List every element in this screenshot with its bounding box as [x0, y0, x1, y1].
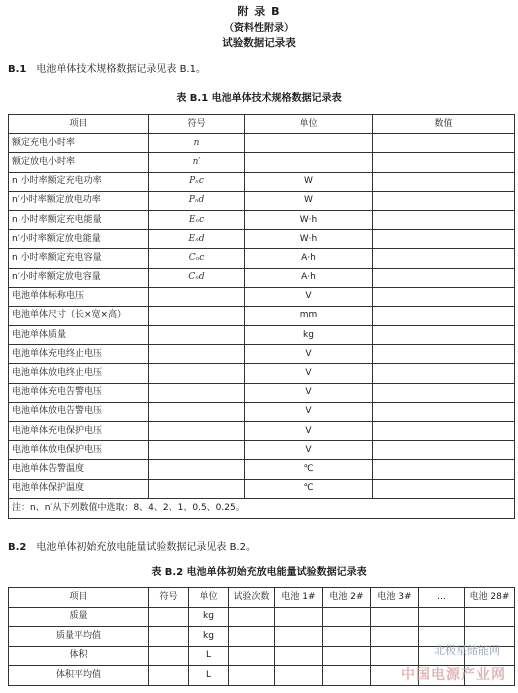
table-b2-row — [9, 607, 515, 627]
table-b1-row — [9, 479, 515, 498]
table-b1-cell-symbol — [149, 460, 245, 479]
table-b2-cell-symbol — [149, 607, 189, 627]
section-b2-number: B.2 — [8, 542, 27, 553]
table-b2-cell-item: 体积平均值 — [9, 666, 149, 686]
table-b2-cell-blank — [275, 666, 323, 686]
table-b1-cell-symbol — [149, 422, 245, 441]
table-b1-cell-item: 电池单体充电终止电压 — [9, 345, 149, 364]
table-b1-cell-symbol: Cₙd — [149, 268, 245, 287]
table-b2-caption: 表 B.2 电池单体初始充放电能量试验数据记录表 — [151, 567, 367, 578]
table-b1-cell-unit: V — [245, 364, 373, 383]
table-b1-cell-value — [373, 134, 515, 153]
table-b1-cell-symbol: Eₙc — [149, 210, 245, 229]
table-b1-cell-value — [373, 287, 515, 306]
table-b1-row — [9, 172, 515, 191]
table-b2-cell-blank — [275, 607, 323, 627]
table-b1-row — [9, 210, 515, 229]
table-b1-header-unit: 单位 — [245, 115, 373, 134]
table-b1-cell-unit: mm — [245, 306, 373, 325]
table-b1-cell-unit: V — [245, 402, 373, 421]
table-b1-note: 注：n、n′从下列数值中选取：8、4、2、1、0.5、0.25。 — [9, 498, 515, 518]
table-b1-cell-unit — [245, 153, 373, 172]
table-b2-header-symbol: 符号 — [149, 588, 189, 608]
table-b2-cell-symbol — [149, 646, 189, 666]
table-b1-cell-item: n 小时率额定充电容量 — [9, 249, 149, 268]
table-b2-header-item: 项目 — [9, 588, 149, 608]
table-b1-cell-item: n′小时率额定放电功率 — [9, 191, 149, 210]
table-b1-cell-item: 电池单体质量 — [9, 326, 149, 345]
table-b1-cell-item: 电池单体充电保护电压 — [9, 422, 149, 441]
table-b1-cell-value — [373, 172, 515, 191]
table-b1-cell-value — [373, 479, 515, 498]
table-b2-cell-symbol — [149, 666, 189, 686]
table-b2-cell-blank — [275, 627, 323, 647]
table-b2-cell-unit: kg — [189, 627, 229, 647]
table-b2-cell-blank — [371, 646, 419, 666]
table-b1-cell-item: 电池单体放电告警电压 — [9, 402, 149, 421]
table-b1-cell-unit: kg — [245, 326, 373, 345]
table-b1-cell-unit — [245, 134, 373, 153]
table-b1-cell-unit: A·h — [245, 268, 373, 287]
section-b1-text: 电池单体技术规格数据记录见表 B.1。 — [36, 64, 206, 75]
table-b1-cell-unit: V — [245, 345, 373, 364]
table-b1-cell-symbol — [149, 364, 245, 383]
table-b1-cell-value — [373, 210, 515, 229]
table-b1-row — [9, 364, 515, 383]
table-b1-header-item: 项目 — [9, 115, 149, 134]
table-b2-cell-blank — [465, 607, 515, 627]
table-b2-cell-blank — [323, 607, 371, 627]
table-b1-cell-unit: V — [245, 441, 373, 460]
appendix-title: 附 录 B — [237, 5, 281, 18]
table-b1-cell-unit: V — [245, 383, 373, 402]
table-b1-row — [9, 306, 515, 325]
table-b1-cell-value — [373, 306, 515, 325]
section-b2-text: 电池单体初始充放电能量试验数据记录见表 B.2。 — [36, 542, 256, 553]
table-b2-header-cell-28: 电池 28# — [465, 588, 515, 608]
table-b1-row — [9, 326, 515, 345]
table-b2-cell-blank — [323, 666, 371, 686]
table-b1-cell-symbol: Pₙc — [149, 172, 245, 191]
table-b1-row — [9, 460, 515, 479]
table-b2-cell-unit: L — [189, 666, 229, 686]
table-b2-header-cell-1: 电池 1# — [275, 588, 323, 608]
table-b1-cell-value — [373, 191, 515, 210]
table-b1-cell-unit: V — [245, 422, 373, 441]
table-b1-cell-unit: ℃ — [245, 460, 373, 479]
table-b1-cell-symbol: Eₙd — [149, 230, 245, 249]
table-b1-cell-value — [373, 326, 515, 345]
table-b2-cell-blank — [229, 627, 275, 647]
table-b1-row — [9, 191, 515, 210]
table-b2-cell-unit: L — [189, 646, 229, 666]
table-b1-cell-symbol: Cₙc — [149, 249, 245, 268]
table-b2-cell-unit: kg — [189, 607, 229, 627]
table-b1-cell-symbol — [149, 402, 245, 421]
table-b1-row — [9, 287, 515, 306]
table-b1-cell-value — [373, 422, 515, 441]
table-b1-cell-symbol — [149, 383, 245, 402]
table-b2-cell-item: 质量平均值 — [9, 627, 149, 647]
table-b1-cell-symbol — [149, 306, 245, 325]
table-b1-row — [9, 383, 515, 402]
table-b1-cell-item: n′小时率额定放电能量 — [9, 230, 149, 249]
table-b2-cell-item: 体积 — [9, 646, 149, 666]
table-b1-cell-item: n 小时率额定充电能量 — [9, 210, 149, 229]
table-b1-cell-symbol: Pₙd — [149, 191, 245, 210]
table-b1-cell-item: 电池单体放电终止电压 — [9, 364, 149, 383]
watermark-site: 中国电源产业网 — [401, 667, 506, 683]
table-b1-cell-symbol — [149, 345, 245, 364]
table-b1-row — [9, 249, 515, 268]
table-b1-cell-item: 额定放电小时率 — [9, 153, 149, 172]
table-b1-body — [9, 134, 515, 499]
table-b2-header-trials: 试验次数 — [229, 588, 275, 608]
table-b2-cell-item: 质量 — [9, 607, 149, 627]
table-b2-cell-blank — [371, 627, 419, 647]
table-b1-cell-value — [373, 153, 515, 172]
table-b1-header-symbol: 符号 — [149, 115, 245, 134]
table-b2-header-row — [9, 588, 515, 608]
table-b2-header-cell-2: 电池 2# — [323, 588, 371, 608]
table-b1-cell-item: 电池单体保护温度 — [9, 479, 149, 498]
section-b1-number: B.1 — [8, 64, 27, 75]
table-b1-row — [9, 153, 515, 172]
table-b2-header-unit: 单位 — [189, 588, 229, 608]
table-b1-cell-unit: W — [245, 172, 373, 191]
table-b1-cell-unit: ℃ — [245, 479, 373, 498]
table-b2-cell-blank — [229, 607, 275, 627]
section-b1 — [8, 60, 206, 75]
table-b1-cell-unit: W·h — [245, 210, 373, 229]
table-b1-header-value: 数值 — [373, 115, 515, 134]
table-b1-header-row — [9, 115, 515, 134]
table-b1-cell-symbol — [149, 326, 245, 345]
table-b1-cell-value — [373, 249, 515, 268]
table-b1-cell-symbol: n′ — [149, 153, 245, 172]
table-b1-row — [9, 345, 515, 364]
table-b1-cell-unit: W — [245, 191, 373, 210]
table-b2-header-cell-3: 电池 3# — [371, 588, 419, 608]
appendix-type: （资料性附录） — [224, 23, 294, 34]
table-b1-cell-unit: V — [245, 287, 373, 306]
table-b2-cell-blank — [229, 666, 275, 686]
table-b2-cell-blank — [323, 646, 371, 666]
table-b1-cell-value — [373, 230, 515, 249]
table-b2-cell-symbol — [149, 627, 189, 647]
table-b1-caption: 表 B.1 电池单体技术规格数据记录表 — [176, 93, 342, 104]
table-b2-cell-blank — [229, 646, 275, 666]
table-b2-cell-blank — [419, 607, 465, 627]
table-b1-cell-symbol: n — [149, 134, 245, 153]
watermark-channel: 北极星储能网 — [434, 644, 500, 657]
section-b2 — [8, 538, 256, 553]
table-b2-cell-blank — [371, 607, 419, 627]
table-b1-row — [9, 230, 515, 249]
table-b1-cell-item: n 小时率额定充电功率 — [9, 172, 149, 191]
table-b2-header-ellipsis: … — [419, 588, 465, 608]
table-b1-cell-value — [373, 460, 515, 479]
table-b1-row — [9, 134, 515, 153]
table-b1-cell-symbol — [149, 479, 245, 498]
table-b1-cell-value — [373, 383, 515, 402]
table-b1-cell-unit: A·h — [245, 249, 373, 268]
table-b1-cell-item: 电池单体放电保护电压 — [9, 441, 149, 460]
table-b1-cell-item: 电池单体充电告警电压 — [9, 383, 149, 402]
table-b2-cell-blank — [275, 646, 323, 666]
table-b1-cell-symbol — [149, 441, 245, 460]
table-b1-cell-value — [373, 402, 515, 421]
table-b1-cell-unit: W·h — [245, 230, 373, 249]
table-b2-cell-blank — [323, 627, 371, 647]
table-b1-cell-value — [373, 345, 515, 364]
table-b1-cell-value — [373, 268, 515, 287]
table-b1-cell-item: 电池单体告警温度 — [9, 460, 149, 479]
table-b1-row — [9, 441, 515, 460]
table-b1-cell-item: 电池单体尺寸（长×宽×高） — [9, 306, 149, 325]
table-b1-cell-item: n′小时率额定放电容量 — [9, 268, 149, 287]
table-b1-row — [9, 402, 515, 421]
appendix-heading: 试验数据记录表 — [222, 37, 296, 49]
table-b1-cell-item: 额定充电小时率 — [9, 134, 149, 153]
table-b1 — [8, 114, 515, 519]
table-b1-row — [9, 268, 515, 287]
table-b1-cell-value — [373, 364, 515, 383]
table-b1-cell-symbol — [149, 287, 245, 306]
table-b1-row — [9, 422, 515, 441]
table-b1-note-row — [9, 498, 515, 518]
table-b1-cell-item: 电池单体标称电压 — [9, 287, 149, 306]
table-b1-cell-value — [373, 441, 515, 460]
